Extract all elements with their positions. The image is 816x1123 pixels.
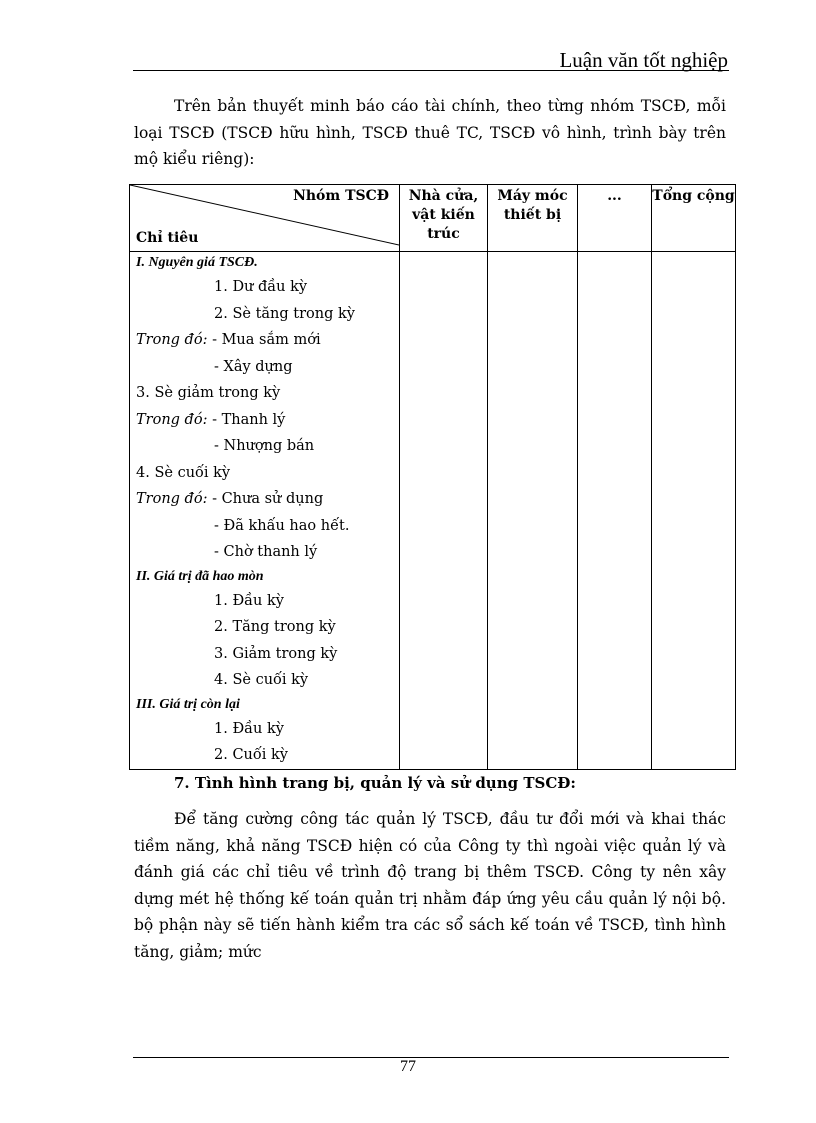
- header-buildings: Nhà cửa, vật kiến trúc: [400, 185, 488, 252]
- header-indicator-label: Chỉ tiêu: [136, 230, 199, 246]
- table-row: 3. Sè giảm trong kỳ: [136, 385, 281, 401]
- page-number: 77: [400, 1058, 416, 1075]
- header-group-label: Nhóm TSCĐ: [293, 188, 389, 204]
- table-row: 1. Dư đầu kỳ: [214, 279, 308, 295]
- table-row: - Xây dựng: [214, 358, 293, 375]
- section-original-cost: I. Nguyên giá TSCĐ.: [136, 255, 258, 270]
- in-which-label: Trong đó:: [136, 332, 208, 348]
- machinery-column: [488, 252, 578, 770]
- table-row: 2. Tăng trong kỳ: [214, 619, 336, 635]
- intro-text: Trên bản thuyết minh báo cáo tài chính, theo từng nhóm TSCĐ, mỗi loại TSCĐ (TSCĐ hữu hình, TSCĐ thuê TC, TSCĐ vô hình, trình bày trên mộ kiểu riêng):: [134, 97, 726, 168]
- table-row: Trong đó: - Mua sắm mới: [136, 332, 321, 348]
- section-7-paragraph: [134, 806, 726, 965]
- table-row: - Chờ thanh lý: [214, 544, 318, 560]
- table-row: 2. Sè tăng trong kỳ: [214, 305, 355, 322]
- diagonal-header-cell: [130, 185, 400, 252]
- total-column: [652, 252, 736, 770]
- table-row: 3. Giảm trong kỳ: [214, 645, 338, 662]
- section-7-text: Để tăng cường công tác quản lý TSCĐ, đầu tư đổi mới và khai thác tiềm năng, khả năng TSCĐ hiện có của Công ty thì ngoài việc quản lý và đánh giá các chỉ tiêu về trình độ trang bị thêm TSCĐ. Công ty nên xây dựng mét hệ thống kế toán quản trị nhằm đáp ứng yêu cầu quản lý nội bộ. bộ phận này sẽ tiến hành kiểm tra các sổ sách kế toán về TSCĐ, tình hình tăng, giảm; mức: [134, 810, 726, 961]
- section-remaining-value: III. Giá trị còn lại: [136, 696, 240, 712]
- in-which-label: Trong đó:: [136, 491, 208, 507]
- header-machinery: Máy móc thiết bị: [488, 185, 578, 252]
- table-row: 2. Cuối kỳ: [214, 747, 288, 763]
- table-row: 4. Sè cuối kỳ: [136, 464, 231, 481]
- section-7-heading: 7. Tình hình trang bị, quản lý và sử dụng TSCĐ:: [174, 774, 576, 792]
- table-header-row: [130, 185, 736, 252]
- table-row: 4. Sè cuối kỳ: [214, 672, 309, 688]
- section-depreciation: II. Giá trị đã hao mòn: [136, 568, 264, 584]
- table-row: 1. Đầu kỳ: [214, 720, 284, 737]
- table-row: Trong đó: - Thanh lý: [136, 411, 286, 428]
- table-row: Trong đó: - Chưa sử dụng: [136, 491, 324, 507]
- document-header-title: Luận văn tốt nghiệp: [559, 48, 728, 72]
- in-which-label: Trong đó:: [136, 411, 208, 428]
- header-total: Tổng cộng: [652, 185, 736, 252]
- table-row: 1. Đầu kỳ: [214, 592, 284, 609]
- buildings-column: [400, 252, 488, 770]
- fixed-asset-table: [129, 184, 736, 770]
- other-column: [578, 252, 652, 770]
- table-body-row: [130, 252, 736, 770]
- intro-paragraph: [134, 93, 726, 173]
- table-row: - Đã khấu hao hết.: [214, 517, 350, 534]
- indicator-column: [130, 252, 400, 770]
- header-other: ...: [578, 185, 652, 252]
- header-divider: [133, 70, 729, 71]
- table-row: - Nhượng bán: [214, 438, 315, 454]
